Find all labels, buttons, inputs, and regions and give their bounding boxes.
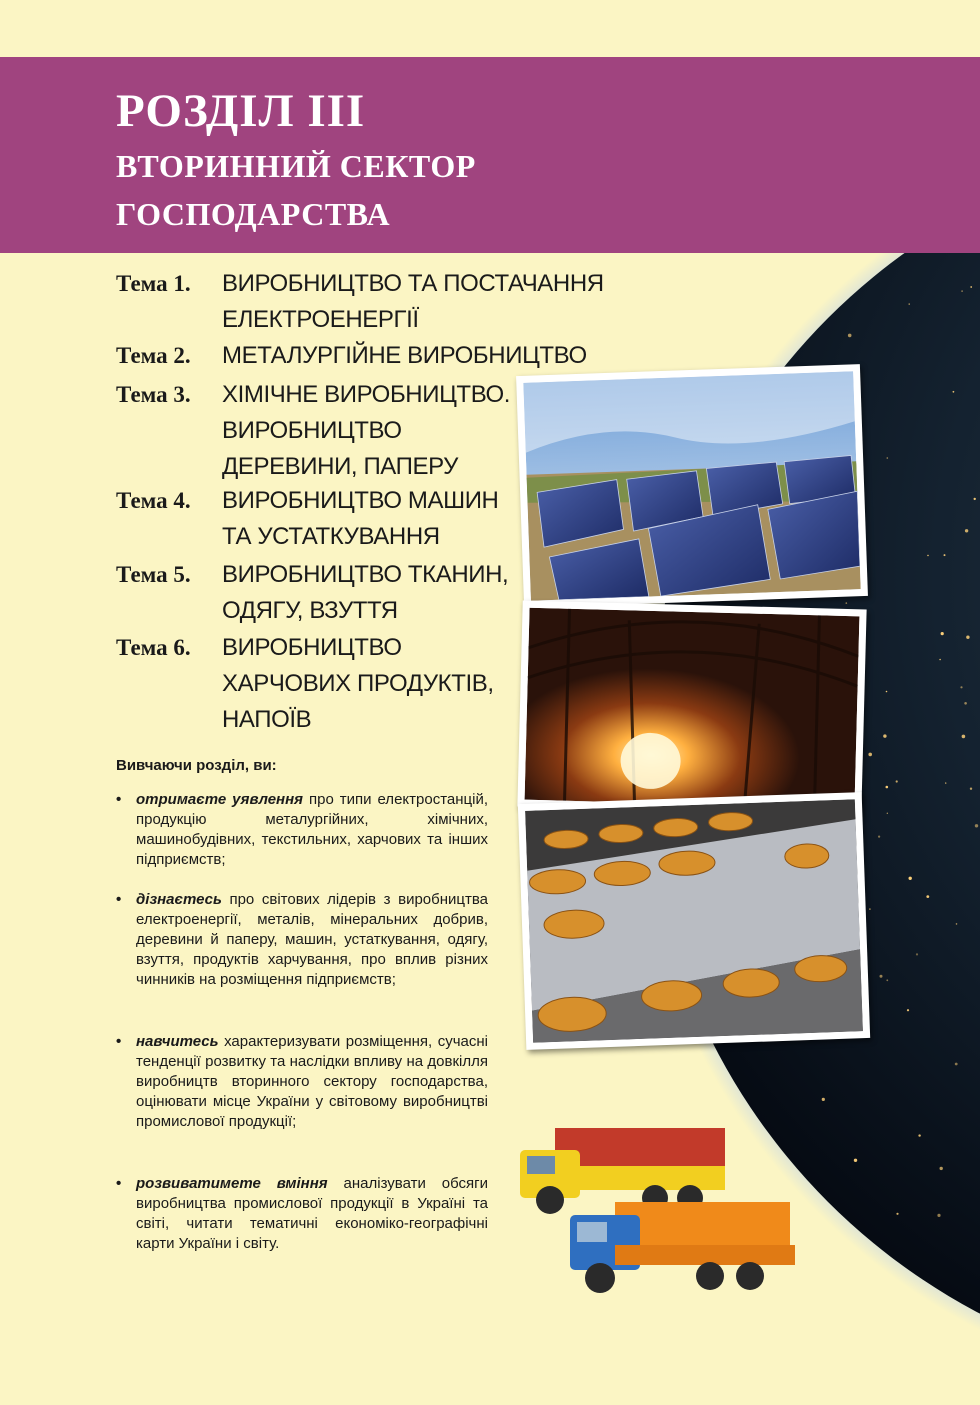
- bullet-icon: •: [116, 1175, 122, 1192]
- bullet-icon: •: [116, 891, 122, 908]
- topic-title: ВИРОБНИЦТВО ХАРЧОВИХ ПРОДУКТІВ, НАПОЇВ: [222, 634, 494, 733]
- section-title: ВТОРИННИЙ СЕКТОР ГОСПОДАРСТВА: [116, 148, 476, 232]
- topic-title: МЕТАЛУРГІЙНЕ ВИРОБНИЦТВО: [222, 342, 587, 369]
- topic-title: ХІМІЧНЕ ВИРОБНИЦТВО. ВИРОБНИЦТВО ДЕРЕВИНИ, ПАПЕРУ: [222, 381, 511, 480]
- topic-number: Тема 6.: [116, 635, 191, 660]
- bullet-icon: •: [116, 791, 122, 808]
- bullet-icon: •: [116, 1033, 122, 1050]
- goal-item: [116, 1174, 488, 1254]
- steel-mill-photo: [517, 601, 866, 816]
- topic-number: Тема 2.: [116, 343, 191, 368]
- goal-text: про типи електростанцій, продукцію металургійних, хімічних, машинобудівних, текстильних, харчових та інших підприємств;: [136, 791, 488, 868]
- topic-number: Тема 4.: [116, 488, 191, 513]
- topic-number: Тема 5.: [116, 562, 191, 587]
- goal-item: [116, 890, 488, 990]
- goal-emphasis: отримаєте уявлення: [136, 791, 304, 808]
- topic-title: ВИРОБНИЦТВО ТА ПОСТАЧАННЯ ЕЛЕКТРОЕНЕРГІЇ: [222, 270, 604, 333]
- goal-emphasis: дізнаєтесь: [136, 891, 222, 908]
- topic-title: ВИРОБНИЦТВО МАШИН ТА УСТАТКУВАННЯ: [222, 487, 499, 550]
- topic-title: ВИРОБНИЦТВО ТКАНИН, ОДЯГУ, ВЗУТТЯ: [222, 561, 509, 624]
- goal-emphasis: розвиватимете вміння: [136, 1175, 328, 1192]
- solar-panels-photo: [516, 364, 868, 608]
- goal-item: [116, 1032, 488, 1132]
- goal-text: аналізувати обсяги виробництва промислової продукції в Україні та світі, читати тематичні економіко-географічні карти України і світу.: [136, 1175, 488, 1252]
- goal-text: характеризувати розміщення, сучасні тенденції розвитку та наслідки впливу на довкілля виробництв вторинного сектору господарства, оцінювати місце України у світовому виробництві промислової продукції;: [136, 1033, 488, 1130]
- intro-text: Вивчаючи розділ, ви:: [116, 757, 277, 774]
- kraz-trucks-photo: [515, 1120, 805, 1305]
- bread-conveyor-photo: [518, 792, 870, 1050]
- topic-number: Тема 1.: [116, 271, 191, 296]
- goal-text: про світових лідерів з виробництва електроенергії, металів, мінеральних добрив, деревини й паперу, машин, устаткування, одягу, взуття, продуктів харчування, про вплив різних чинників на розміщення підприємств;: [136, 891, 488, 988]
- section-number: РОЗДІЛ III: [116, 85, 366, 137]
- goal-emphasis: навчитесь: [136, 1033, 219, 1050]
- topic-number: Тема 3.: [116, 382, 191, 407]
- goal-item: [116, 790, 488, 870]
